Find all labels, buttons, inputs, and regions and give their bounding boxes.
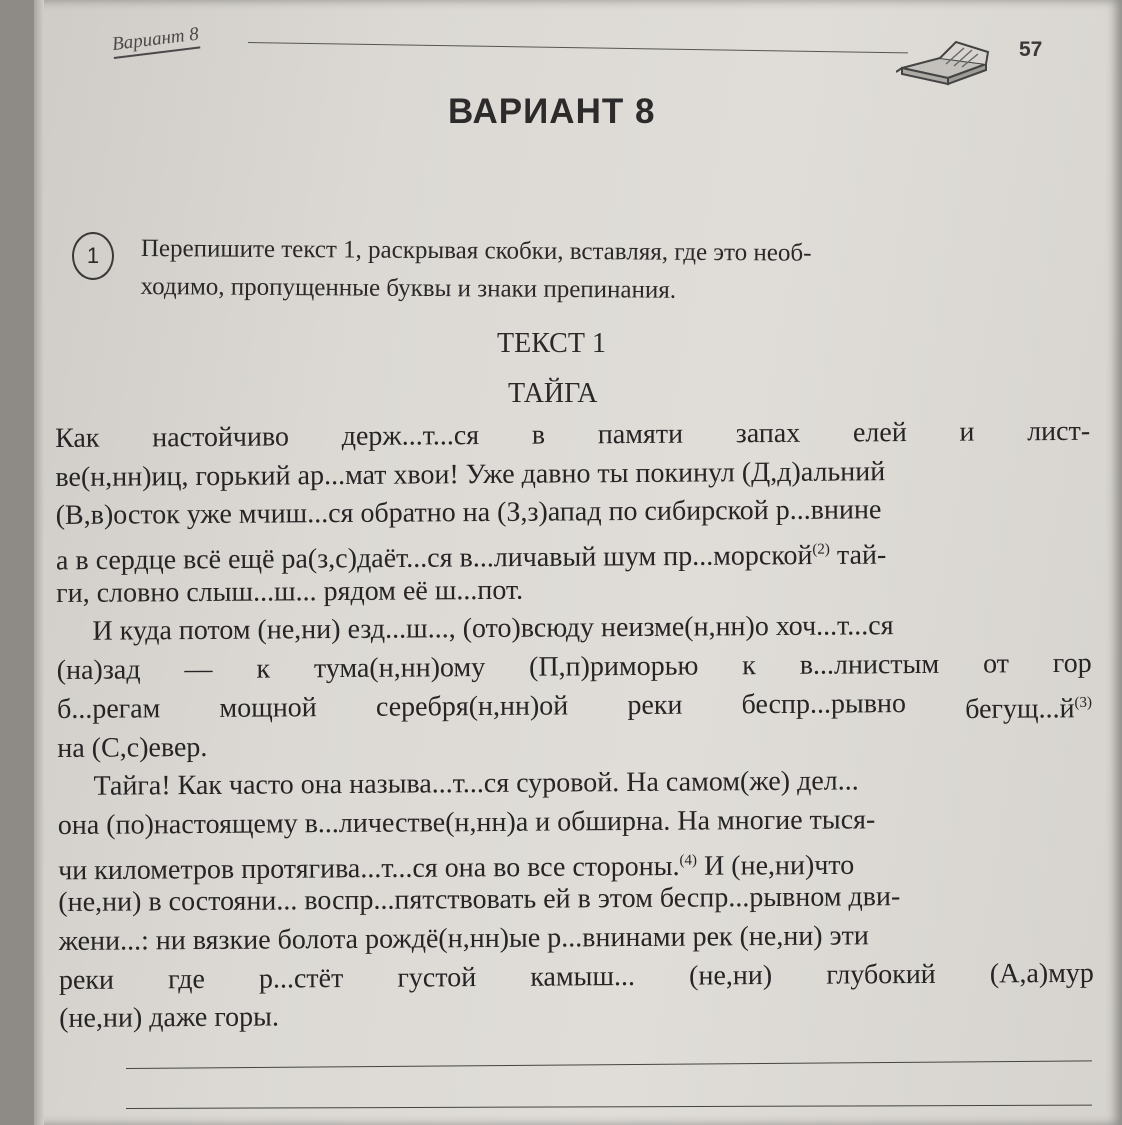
word: к bbox=[742, 650, 756, 682]
footnote-ref: (3) bbox=[1074, 694, 1093, 711]
word: (А,а)мур bbox=[989, 957, 1094, 990]
word: мощной bbox=[219, 691, 317, 724]
line-text: а в сердце всё ещё ра(з,с)даёт...ся в...личавый шум пр...морской bbox=[55, 540, 813, 577]
header-rule bbox=[248, 42, 908, 53]
word: запах bbox=[735, 417, 801, 450]
word: настойчиво bbox=[152, 421, 290, 454]
word: тума(н,нн)ому bbox=[313, 652, 486, 685]
text-line: она (по)настоящему в...личестве(н,нн)а и обширна. На многие тыся- bbox=[57, 804, 876, 841]
text-line: (не,ни) в состояни... воспр...пятствовать ей в этом беспр...рывном дви- bbox=[58, 881, 901, 919]
word bbox=[965, 684, 1092, 724]
word: от bbox=[982, 648, 1010, 680]
word-text: бегущ...й bbox=[965, 693, 1075, 725]
word: б...регам bbox=[56, 693, 161, 725]
word: реки bbox=[58, 964, 115, 996]
text-line: на (С,с)евер. bbox=[57, 731, 208, 764]
page-gutter bbox=[34, 0, 44, 1125]
task-instruction bbox=[140, 230, 1056, 312]
line-text: И (не,ни)что bbox=[696, 849, 855, 882]
word: к bbox=[256, 653, 271, 685]
word: (на)зад bbox=[56, 654, 141, 687]
page-number: 57 bbox=[1019, 38, 1043, 61]
text-line: (не,ни) даже горы. bbox=[59, 1001, 280, 1035]
word: — bbox=[184, 654, 213, 686]
word: густой bbox=[397, 961, 477, 994]
line-text: чи километров протягива...т...ся она во все стороны. bbox=[58, 850, 680, 886]
word: елей bbox=[852, 417, 907, 449]
footnote-ref: (4) bbox=[679, 852, 698, 869]
text-line: ги, словно слыш...ш... рядом её ш...пот. bbox=[56, 574, 524, 609]
text-line: И куда потом (не,ни) езд...ш..., (ото)всюду неизме(н,нн)о хоч...т...ся bbox=[92, 610, 894, 648]
word: Как bbox=[55, 422, 100, 454]
word: (не,ни) bbox=[688, 959, 773, 992]
text-line: ве(н,нн)иц, горький ар...мат хвои! Уже давно ты покинул (Д,д)альний bbox=[55, 455, 886, 493]
word: держ...т...ся bbox=[341, 420, 480, 452]
word: и bbox=[959, 416, 975, 448]
text-label: ТЕКСТ 1 bbox=[497, 328, 606, 359]
text-title: ТАЙГА bbox=[508, 378, 598, 409]
variant-title: ВАРИАНТ 8 bbox=[448, 92, 656, 131]
word: р...стёт bbox=[258, 962, 344, 995]
task-line-2: ходимо, пропущенные буквы и знаки препинания. bbox=[140, 272, 677, 304]
word: камыш... bbox=[530, 960, 636, 993]
word: лист- bbox=[1027, 415, 1091, 448]
word: (П,п)риморью bbox=[528, 650, 699, 683]
word: в bbox=[531, 419, 546, 451]
text-line bbox=[57, 645, 1092, 691]
exercise-text bbox=[55, 413, 1094, 1039]
word: глубокий bbox=[826, 958, 936, 991]
line-text: тай- bbox=[829, 539, 887, 571]
word: реки bbox=[627, 689, 683, 721]
footnote-ref: (2) bbox=[812, 541, 830, 558]
word: серебря(н,нн)ой bbox=[375, 690, 569, 723]
open-book-icon bbox=[896, 34, 992, 100]
task-line-1: Перепишите текст 1, раскрывая скобки, вставляя, где это необ- bbox=[140, 234, 812, 267]
text-line: жени...: ни вязкие болота рождё(н,нн)ые р...внинами рек (не,ни) эти bbox=[58, 920, 869, 957]
text-line: Тайга! Как часто она называ...т...ся суровой. На самом(же) дел... bbox=[93, 765, 859, 802]
task-number-circle: 1 bbox=[72, 232, 114, 280]
text-line: (В,в)осток уже мчиш...ся обратно на (З,з)апад по сибирской р...внине bbox=[55, 494, 882, 532]
word: памяти bbox=[597, 418, 684, 451]
running-header: Вариант 8 bbox=[111, 24, 200, 59]
word: беспр...рывно bbox=[741, 687, 907, 721]
word: в...лнистым bbox=[799, 648, 940, 681]
word: где bbox=[167, 963, 205, 995]
word: гор bbox=[1052, 647, 1092, 680]
